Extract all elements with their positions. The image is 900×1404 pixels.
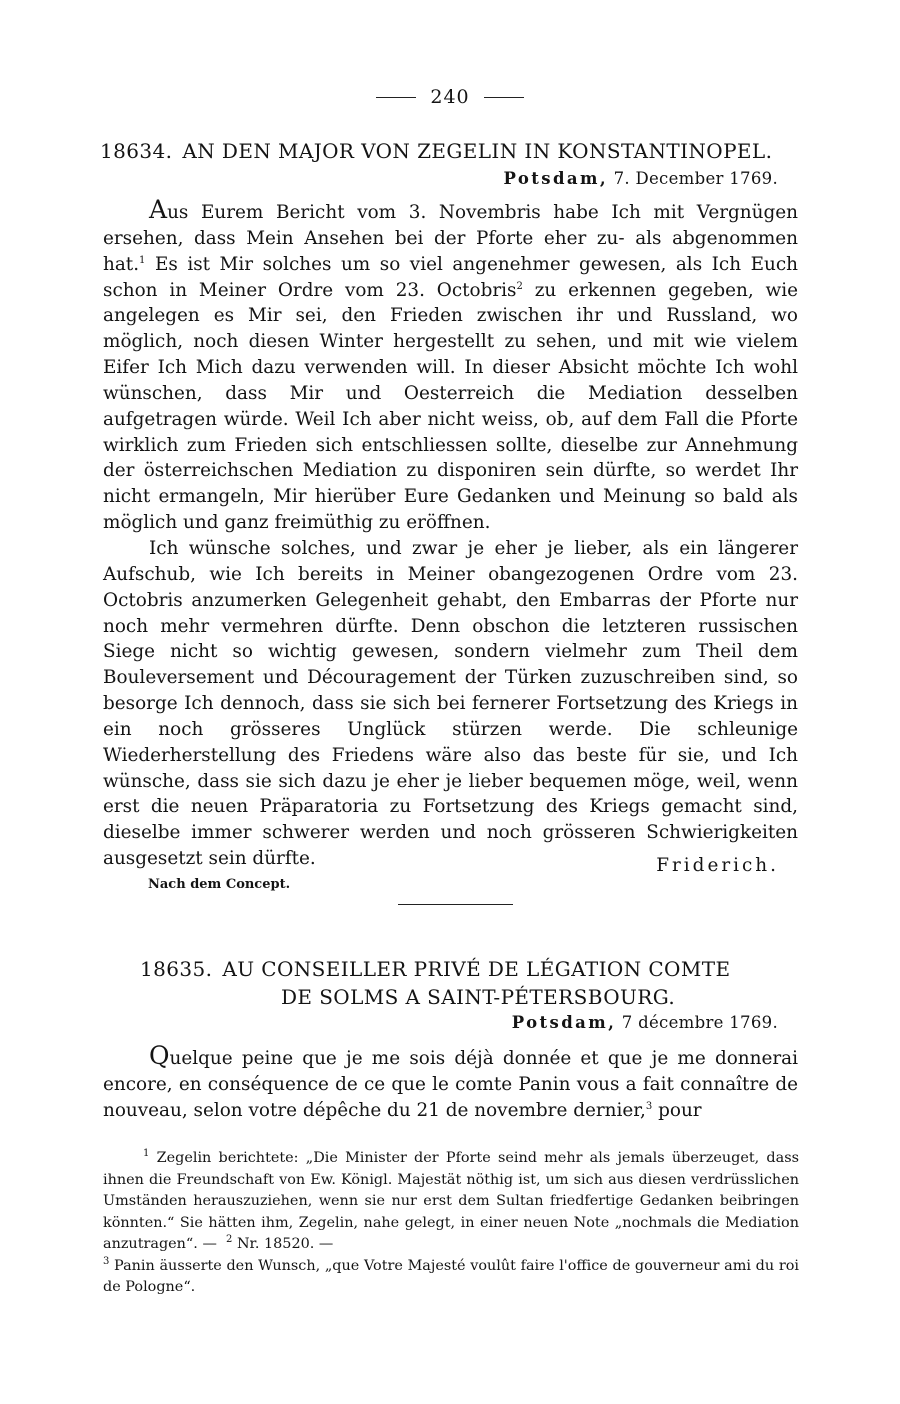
footnote-ref-2[interactable]: 2 <box>516 280 523 292</box>
page-header <box>0 86 900 108</box>
footnote-block <box>103 1256 799 1299</box>
paragraph-text: Quelque peine que je me sois déjà donnée et que je me donnerai encore, en conséquence de ce que le comte Panin vous a fait connaître de nouveau, selon votre dépêche du 21 de novembre dernier, <box>103 1041 798 1121</box>
footnotes <box>103 1148 799 1299</box>
header-dash-left <box>376 97 416 98</box>
paragraph-text: Ich wünsche solches, und zwar je eher je lieber, als ein längerer Aufschub, wie Ich bereits in Meiner obangezogenen Ordre vom 23. Octobris anzumerken Gelegenheit gehabt, den Embarras der Pforte nur noch mehr vermehren dürfte. Denn obschon die letzteren russischen Siege nicht so wichtig gewesen, sondern vielmehr zum Theil dem Bouleversement und Découragement der Türken zuzuschreiben sind, so besorge Ich dennoch, dass sie sich bei fernerer Fortsetzung des Kriegs in ein noch grösseres Unglück stürzen werde. Die schleunige Wiederherstellung des Friedens wäre also das beste für sie, und Ich wünsche, dass sie sich dazu je eher je lieber bequemen möge, weil, wenn erst die neuen Präparatoria zu Fortsetzung des Kriegs gemacht sind, dieselbe immer schwerer werden und noch grösseren Schwierigkeiten ausgesetzt sein dürfte. <box>103 537 798 870</box>
letter-18634-heading <box>100 137 800 165</box>
dateline-place: Potsdam, <box>503 169 609 188</box>
letter-addressee: AN DEN MAJOR VON ZEGELIN IN KONSTANTINOPEL. <box>182 139 773 163</box>
letter-18635-dateline <box>512 1013 778 1032</box>
footnote-ref-3[interactable]: 3 <box>645 1100 653 1112</box>
letter-18635-body <box>103 1043 798 1124</box>
letter-addressee-line-2: DE SOLMS A SAINT-PÉTERSBOURG. <box>281 985 676 1009</box>
source-note: Nach dem Concept. <box>148 877 291 892</box>
footnote-marker-3: 3 <box>103 1255 110 1267</box>
footnote-ref-1[interactable]: 1 <box>139 254 146 266</box>
paragraph-text: Es ist Mir solches um so viel angenehmer gewesen, als Ich Euch schon in Meiner Ordre vom 23. Octobris <box>103 253 798 301</box>
letter-18635-heading <box>140 955 840 1011</box>
dateline-date: 7. December 1769. <box>613 169 778 188</box>
letter-addressee-line-1: AU CONSEILLER PRIVÉ DE LÉGATION COMTE <box>222 957 731 981</box>
footnote-marker-1: 1 <box>143 1148 150 1160</box>
letter-18634-body <box>103 197 798 872</box>
paragraph-text: Aus Eurem Bericht vom 3. Novembris habe Ich mit Vergnügen ersehen, dass Mein Ansehen bei der Pforte eher zu- als abgenommen hat. <box>103 195 798 275</box>
page-number: 240 <box>430 86 470 108</box>
letter-18634-dateline <box>504 169 779 188</box>
signature: Friderich. <box>656 855 779 876</box>
body-paragraph <box>103 197 798 536</box>
footnote-2-text: Nr. 18520. — <box>232 1236 334 1252</box>
body-paragraph <box>103 1043 798 1124</box>
footnote-block <box>103 1148 799 1256</box>
section-divider <box>398 904 513 905</box>
footnote-1-text: Zegelin berichtete: „Die Minister der Pforte seind mehr als jemals überzeuget, dass ihnen die Freundschaft von Ew. Königl. Majestät nöthig ist, um sich aus diesen verdrüsslichen Umständen herauszuziehen, wenn sie nur erst dem Sultan friedfertige Gedanken beibringen könnten.“ Sie hätten ihm, Zegelin, nahe gelegt, in einer neuen Note „nochmals die Mediation anzutragen“. — <box>103 1150 799 1252</box>
body-paragraph <box>103 536 798 872</box>
paragraph-text: zu erkennen gegeben, wie angelegen es Mir sei, den Frieden zwischen ihr und Russland, wo möglich, noch diesen Winter hergestellt zu sehen, und mit wie vielem Eifer Ich Mich dazu verwenden will. In dieser Absicht möchte Ich wohl wünschen, dass Mir und Oesterreich die Mediation desselben aufgetragen würde. Weil Ich aber nicht weiss, ob, auf dem Fall die Pforte wirklich zum Frieden sich entschliessen sollte, dieselbe zur Annehmung der österreichschen Mediation zu disponiren sein dürfte, so werdet Ihr nicht ermangeln, Mir hierüber Eure Gedanken und Meinung so bald als möglich und ganz freimüthig zu eröffnen. <box>103 279 799 534</box>
dateline-place: Potsdam, <box>511 1013 617 1032</box>
footnote-marker-2: 2 <box>226 1234 233 1246</box>
header-dash-right <box>484 97 524 98</box>
dateline-date: 7 décembre 1769. <box>621 1013 778 1032</box>
letter-number: 18635. <box>140 957 213 981</box>
footnote-3-text: Panin äusserte den Wunsch, „que Votre Majesté voulût faire l'office de gouverneur ami du roi de Pologne“. <box>103 1257 799 1295</box>
letter-number: 18634. <box>100 139 173 163</box>
paragraph-text: pour <box>652 1099 702 1121</box>
